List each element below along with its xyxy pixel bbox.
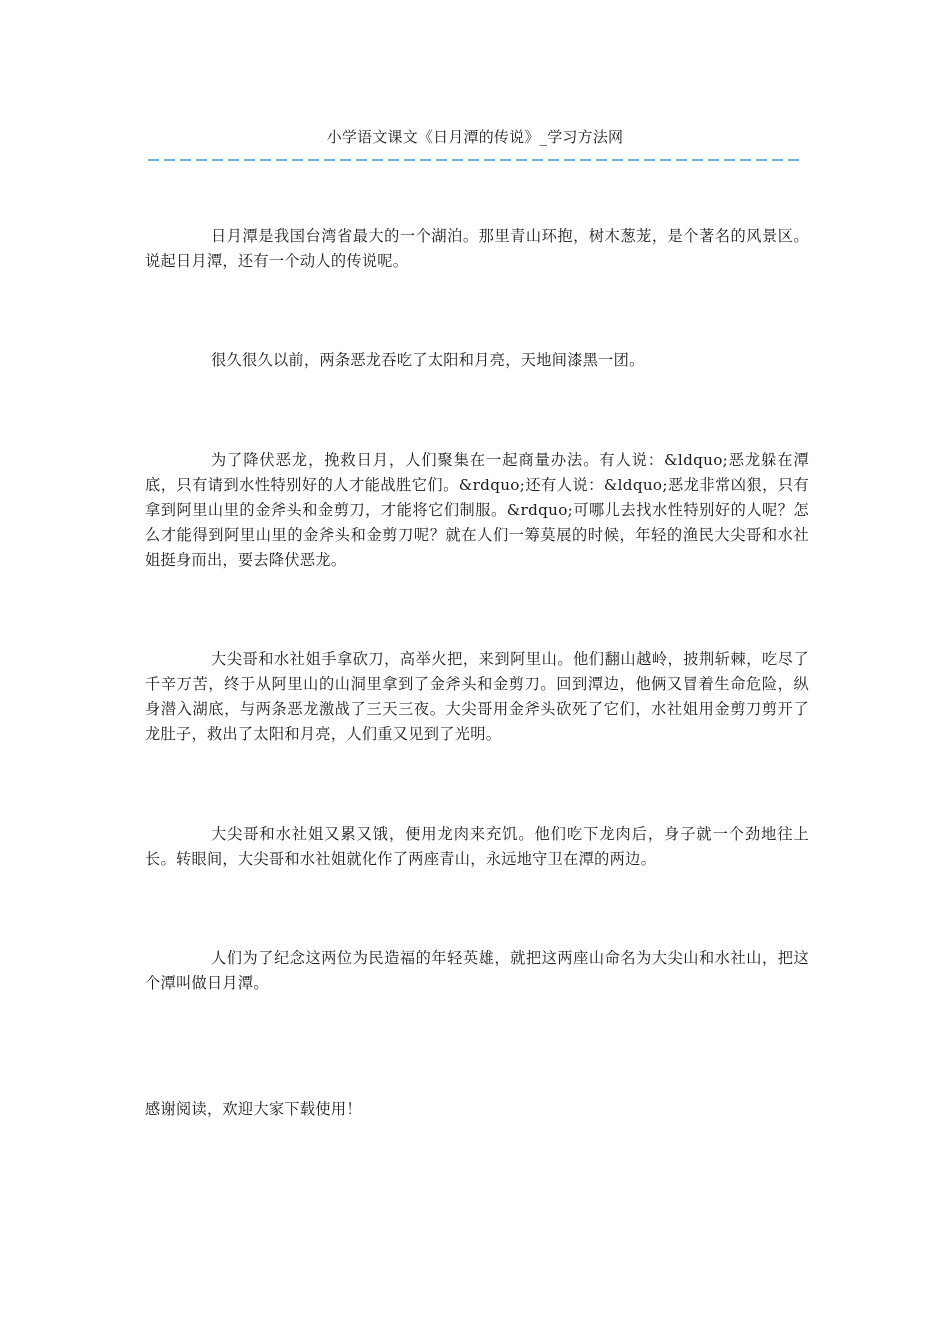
paragraph-1: 日月潭是我国台湾省最大的一个湖泊。那里青山环抱，树木葱茏，是个著名的风景区。说起日月潭，还有一个动人的传说呢。 (145, 227, 809, 270)
paragraph-4: 大尖哥和水社姐手拿砍刀，高举火把，来到阿里山。他们翻山越岭，披荆斩棘，吃尽了千辛万苦，终于从阿里山的山洞里拿到了金斧头和金剪刀。回到潭边，他俩又冒着生命危险，纵身潜入湖底，与两条恶龙激战了三天三夜。大尖哥用金斧头砍死了它们，水社姐用金剪刀剪开了龙肚子，救出了太阳和月亮，人们重又见到了光明。 (145, 650, 809, 743)
paragraph-3: 为了降伏恶龙，挽救日月，人们聚集在一起商量办法。有人说：&ldquo;恶龙躲在潭底，只有请到水性特别好的人才能战胜它们。&rdquo;还有人说：&ldquo;恶龙非常凶狠，只有拿到阿里山里的金斧头和金剪刀，才能将它们制服。&rdquo;可哪儿去找水性特别好的人呢？怎么才能得到阿里山里的金斧头和金剪刀呢？就在人们一筹莫展的时候，年轻的渔民大尖哥和水社姐挺身而出，要去降伏恶龙。 (145, 451, 809, 569)
closing-note: 感谢阅读，欢迎大家下载使用！ (145, 1100, 362, 1118)
paragraph-5: 大尖哥和水社姐又累又饿，便用龙肉来充饥。他们吃下龙肉后，身子就一个劲地往上长。转眼间，大尖哥和水社姐就化作了两座青山，永远地守卫在潭的两边。 (145, 825, 809, 868)
document-title: 小学语文课文《日月潭的传说》_学习方法网 (326, 128, 624, 146)
paragraph-2: 很久很久以前，两条恶龙吞吃了太阳和月亮，天地间漆黑一团。 (211, 351, 645, 369)
title-divider (148, 158, 800, 162)
paragraph-6: 人们为了纪念这两位为民造福的年轻英雄，就把这两座山命名为大尖山和水社山，把这个潭叫做日月潭。 (145, 949, 809, 992)
